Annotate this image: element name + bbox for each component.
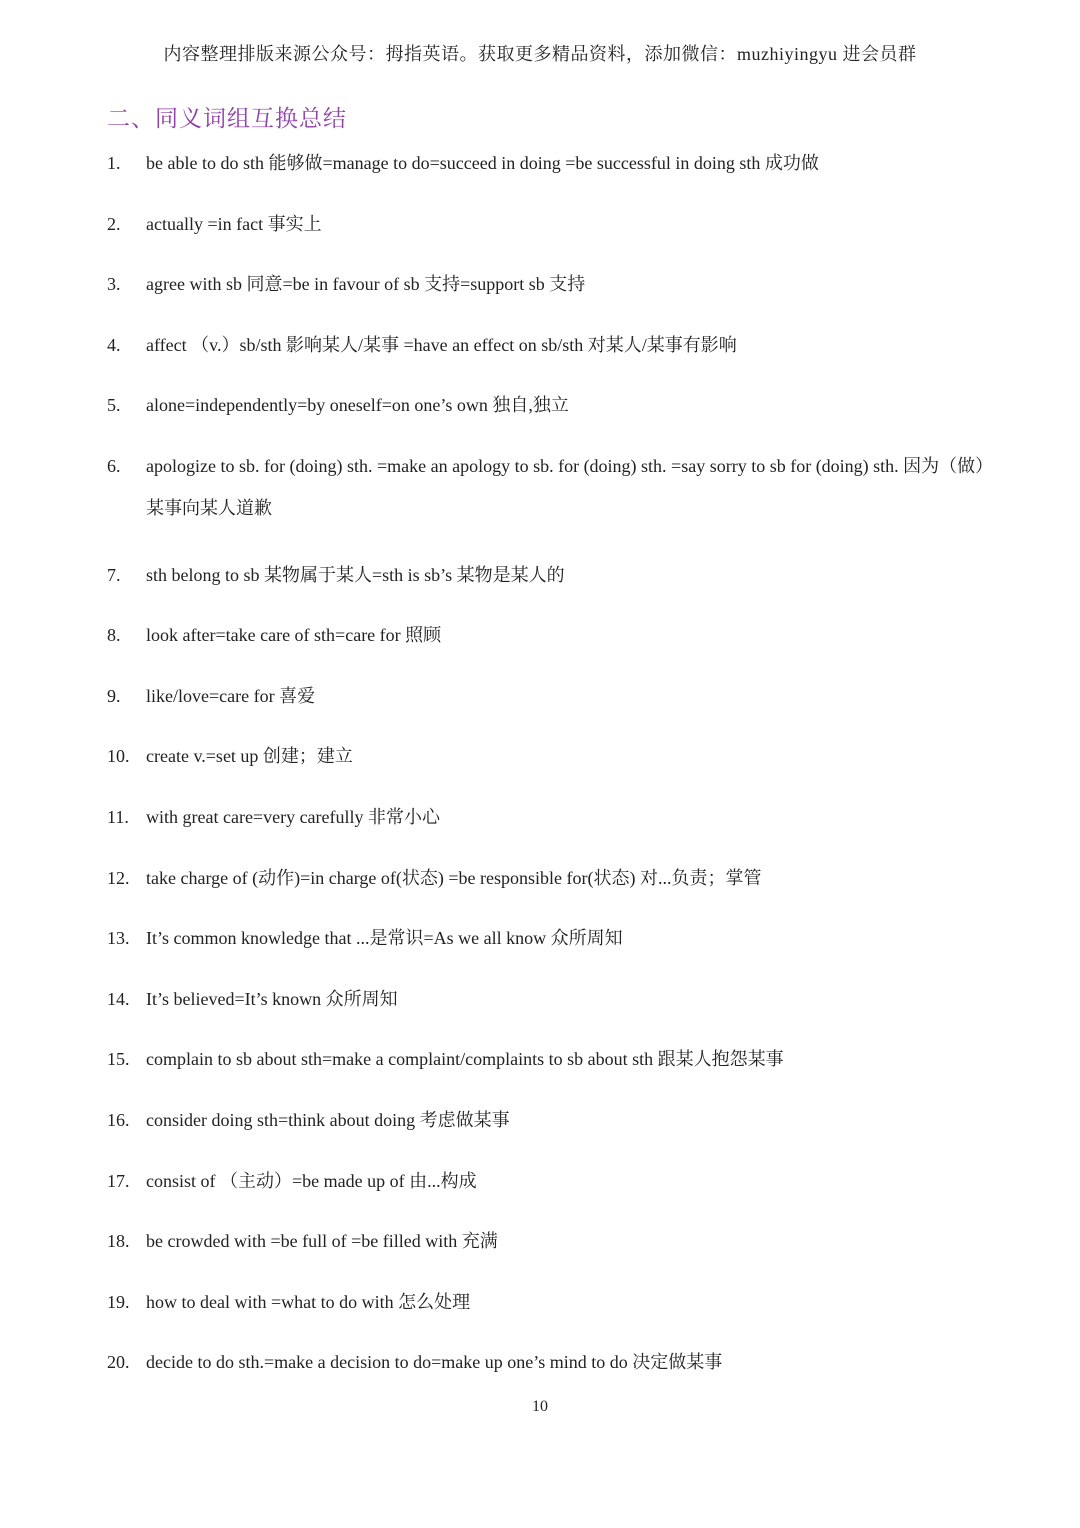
list-item (107, 620, 987, 650)
item-number: 7. (107, 564, 121, 585)
header-note: 内容整理排版来源公众号：拇指英语。获取更多精品资料，添加微信：muzhiyingyu 进会员群 (163, 44, 917, 64)
item-text: It’s common knowledge that ...是常识=As we all know 众所周知 (146, 928, 623, 949)
item-text: be able to do sth 能够做=manage to do=succeed in doing =be successful in doing sth 成功做 (146, 153, 819, 173)
list-item (107, 269, 987, 299)
item-text: actually =in fact 事实上 (146, 213, 322, 234)
item-number: 14. (107, 988, 130, 1009)
item-number: 10. (107, 746, 130, 767)
list-item (107, 681, 987, 711)
list-item (107, 802, 987, 832)
item-number: 8. (107, 625, 121, 646)
item-number: 6. (107, 455, 121, 476)
item-number: 20. (107, 1352, 130, 1373)
item-number: 13. (107, 928, 130, 949)
item-number: 2. (107, 213, 121, 234)
item-text: look after=take care of sth=care for 照顾 (146, 625, 442, 646)
item-text: complain to sb about sth=make a complaint/complaints to sb about sth 跟某人抱怨某事 (146, 1049, 784, 1070)
list-item (107, 741, 987, 771)
section-title: 二、同义词组互换总结 (107, 106, 347, 131)
list-item (107, 863, 987, 893)
list-item (107, 560, 987, 590)
list-item (107, 1226, 987, 1256)
item-text: consist of （主动）=be made up of 由...构成 (146, 1170, 477, 1191)
list-item (107, 1287, 987, 1317)
item-number: 5. (107, 395, 121, 416)
item-number: 9. (107, 685, 121, 706)
item-number: 15. (107, 1049, 130, 1070)
item-text: with great care=very carefully 非常小心 (146, 806, 441, 827)
item-text: like/love=care for 喜爱 (146, 685, 316, 706)
list-item (107, 390, 987, 420)
list-item (107, 1166, 987, 1196)
item-number: 18. (107, 1231, 130, 1252)
item-number: 12. (107, 867, 130, 888)
item-number: 1. (107, 153, 121, 173)
list-item (107, 984, 987, 1014)
item-number: 11. (107, 806, 129, 827)
item-text: create v.=set up 创建；建立 (146, 746, 353, 767)
item-text: decide to do sth.=make a decision to do=make up one’s mind to do 决定做某事 (146, 1352, 723, 1373)
phrase-list (107, 148, 987, 1408)
page-number: 10 (532, 1398, 548, 1415)
item-text: how to deal with =what to do with 怎么处理 (146, 1291, 471, 1312)
item-number: 16. (107, 1109, 130, 1130)
item-text: agree with sb 同意=be in favour of sb 支持=support sb 支持 (146, 274, 586, 295)
item-text: alone=independently=by oneself=on one’s own 独自,独立 (146, 395, 569, 416)
item-number: 17. (107, 1170, 130, 1191)
list-item (107, 1347, 987, 1377)
item-number: 3. (107, 274, 121, 295)
item-text: consider doing sth=think about doing 考虑做某事 (146, 1109, 510, 1130)
item-text: sth belong to sb 某物属于某人=sth is sb’s 某物是某人的 (146, 564, 565, 585)
list-item (107, 209, 987, 239)
list-item (107, 1044, 987, 1074)
list-item (107, 1105, 987, 1135)
list-item (107, 451, 987, 529)
list-item (107, 148, 987, 178)
list-item (107, 330, 987, 360)
item-number: 19. (107, 1291, 130, 1312)
item-number: 4. (107, 334, 121, 355)
item-text: It’s believed=It’s known 众所周知 (146, 988, 398, 1009)
list-item (107, 923, 987, 953)
item-text: take charge of (动作)=in charge of(状态) =be responsible for(状态) 对...负责；掌管 (146, 867, 762, 888)
item-text: affect （v.）sb/sth 影响某人/某事 =have an effect on sb/sth 对某人/某事有影响 (146, 334, 737, 355)
item-text: apologize to sb. for (doing) sth. =make an apology to sb. for (doing) sth. =say sorry to sb for (doing) sth. 因为（做）某事向某人道歉 (146, 455, 985, 518)
item-text: be crowded with =be full of =be filled with 充满 (146, 1231, 498, 1252)
